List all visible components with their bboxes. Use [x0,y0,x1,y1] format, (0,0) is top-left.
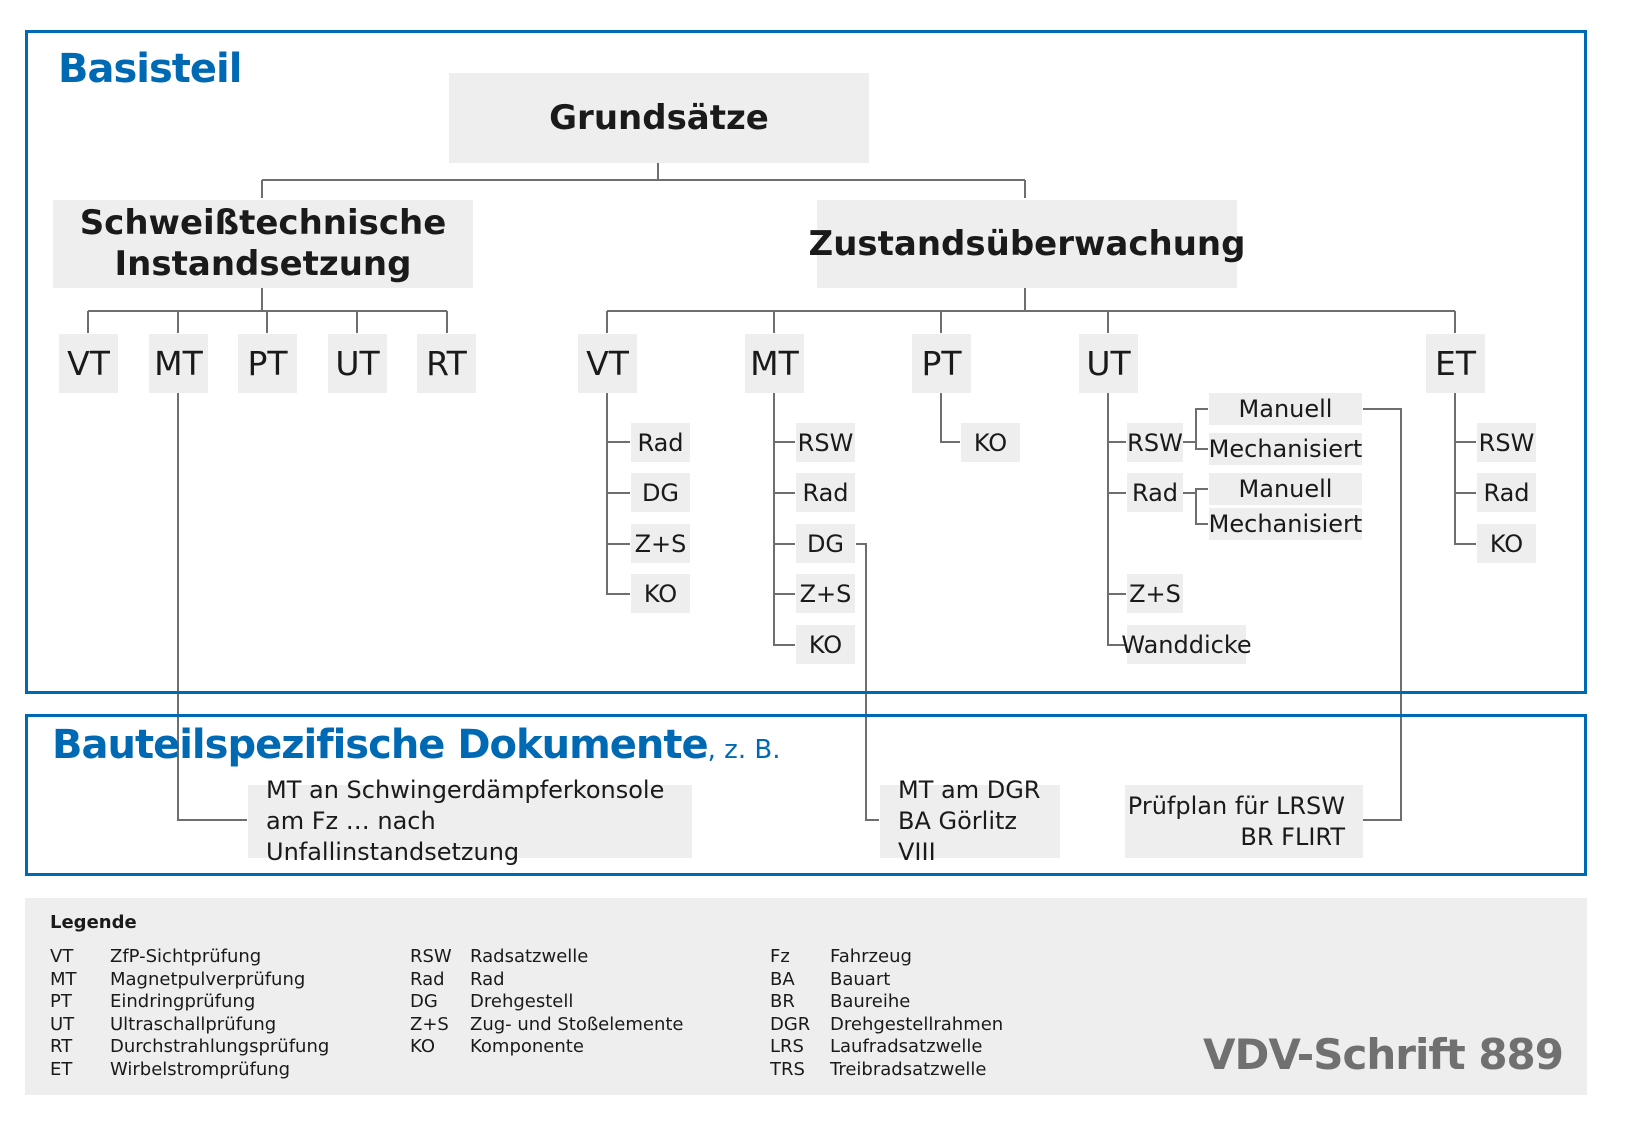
left-method-pt: PT [238,334,297,393]
vdv-schrift-branding: VDV-Schrift 889 [1202,1030,1563,1079]
left-method-rt: RT [417,334,476,393]
ut-sub-wanddicke: Wanddicke [1127,625,1246,664]
legend-row [770,946,1003,969]
legend-text: Laufradsatzwelle [830,1036,983,1057]
legend-row [50,991,329,1014]
legend-row [50,969,329,992]
legend-row [410,946,683,969]
legend-row [410,991,683,1014]
right-method-et: ET [1426,334,1485,393]
legend-row [770,969,1003,992]
legend-text: Baureihe [830,991,911,1012]
legend-text: Wirbelstromprüfung [110,1058,291,1080]
mt-sub-zs: Z+S [796,574,855,613]
ut-rsw-mechanisiert: Mechanisiert [1208,435,1363,463]
et-sub-ko: KO [1477,524,1536,563]
ut-rad-manuell: Manuell [1209,473,1362,505]
legend-row [770,1014,1003,1037]
legend-text: Ultraschallprüfung [110,1013,277,1035]
legend-abbr: MT [50,968,77,990]
ut-rsw-manuell: Manuell [1209,393,1362,425]
legend-text: Drehgestell [470,991,574,1012]
legend-panel [25,898,1587,1095]
legend-abbr: LRS [770,1036,804,1057]
root-node-grundsaetze: Grundsätze [449,73,869,163]
legend-column-components [410,946,683,1059]
legend-abbr: DG [410,991,438,1012]
legend-abbr: ET [50,1058,73,1080]
legend-text: Bauart [830,968,891,990]
ut-sub-rad: Rad [1127,473,1183,512]
legend-text: Eindringprüfung [110,991,256,1012]
legend-abbr: RSW [410,946,452,967]
left-method-ut: UT [328,334,387,393]
legend-text: Drehgestellrahmen [830,1013,1004,1035]
legend-abbr: UT [50,1013,75,1035]
legend-text: Komponente [470,1036,584,1057]
bauteil-title [52,722,780,768]
et-sub-rad: Rad [1477,473,1536,512]
pt-sub-ko: KO [961,423,1020,462]
legend-abbr: Z+S [410,1013,449,1035]
branch-node-zustandsueberwachung: Zustandsüberwachung [817,200,1237,288]
legend-text: Fahrzeug [830,946,912,967]
legend-column-methods [50,946,329,1081]
legend-row [50,1036,329,1059]
right-method-pt: PT [912,334,971,393]
legend-row [410,1036,683,1059]
legend-text: Magnetpulverprüfung [110,968,306,990]
legend-abbr: Rad [410,968,445,990]
legend-row [410,1014,683,1037]
legend-row [410,969,683,992]
legend-text: Rad [470,968,505,990]
right-method-vt: VT [578,334,637,393]
mt-sub-rad: Rad [796,473,855,512]
legend-text: Zug- und Stoßelemente [470,1013,684,1035]
document-pruefplan-lrsw: Prüfplan für LRSW BR FLIRT [1125,785,1363,858]
ut-sub-zs: Z+S [1127,574,1183,613]
legend-row [50,946,329,969]
document-mt-dgr: MT am DGR BA Görlitz VIII [880,785,1060,858]
bauteil-title-text: Bauteilspezifische Dokumente [52,722,708,768]
legend-abbr: Fz [770,946,790,967]
bauteil-title-suffix: , z. B. [707,735,781,765]
ut-sub-rsw: RSW [1127,423,1183,462]
vt-sub-rad: Rad [631,423,690,462]
legend-text: Treibradsatzwelle [830,1058,987,1080]
basisteil-title: Basisteil [58,46,242,92]
legend-abbr: KO [410,1036,435,1057]
legend-row [770,1059,1003,1082]
legend-abbr: VT [50,946,74,967]
ut-rad-mechanisiert: Mechanisiert [1208,510,1363,538]
branch-node-schweisstechnische-instandsetzung: Schweißtechnische Instandsetzung [53,200,473,288]
legend-text: Durchstrahlungsprüfung [110,1036,330,1057]
legend-abbr: TRS [770,1058,805,1080]
legend-column-vehicle [770,946,1003,1081]
legend-abbr: DGR [770,1013,811,1035]
legend-abbr: BR [770,991,795,1012]
legend-text: ZfP-Sichtprüfung [110,946,262,967]
vt-sub-dg: DG [631,473,690,512]
et-sub-rsw: RSW [1477,423,1536,462]
legend-title: Legende [50,912,137,933]
legend-row [50,1059,329,1082]
right-method-ut: UT [1079,334,1138,393]
mt-sub-ko: KO [796,625,855,664]
legend-abbr: PT [50,991,72,1012]
right-method-mt: MT [745,334,804,393]
legend-abbr: BA [770,968,795,990]
legend-row [50,1014,329,1037]
legend-row [770,1036,1003,1059]
mt-sub-rsw: RSW [796,423,855,462]
mt-sub-dg: DG [796,524,855,563]
legend-abbr: RT [50,1036,73,1057]
vt-sub-zs: Z+S [631,524,690,563]
left-method-mt: MT [149,334,208,393]
vt-sub-ko: KO [631,574,690,613]
document-mt-schwingerdaempferkonsole: MT an Schwingerdämpferkonsole am Fz … nach Unfallinstandsetzung [248,785,692,858]
left-method-vt: VT [59,334,118,393]
legend-row [770,991,1003,1014]
legend-text: Radsatzwelle [470,946,589,967]
